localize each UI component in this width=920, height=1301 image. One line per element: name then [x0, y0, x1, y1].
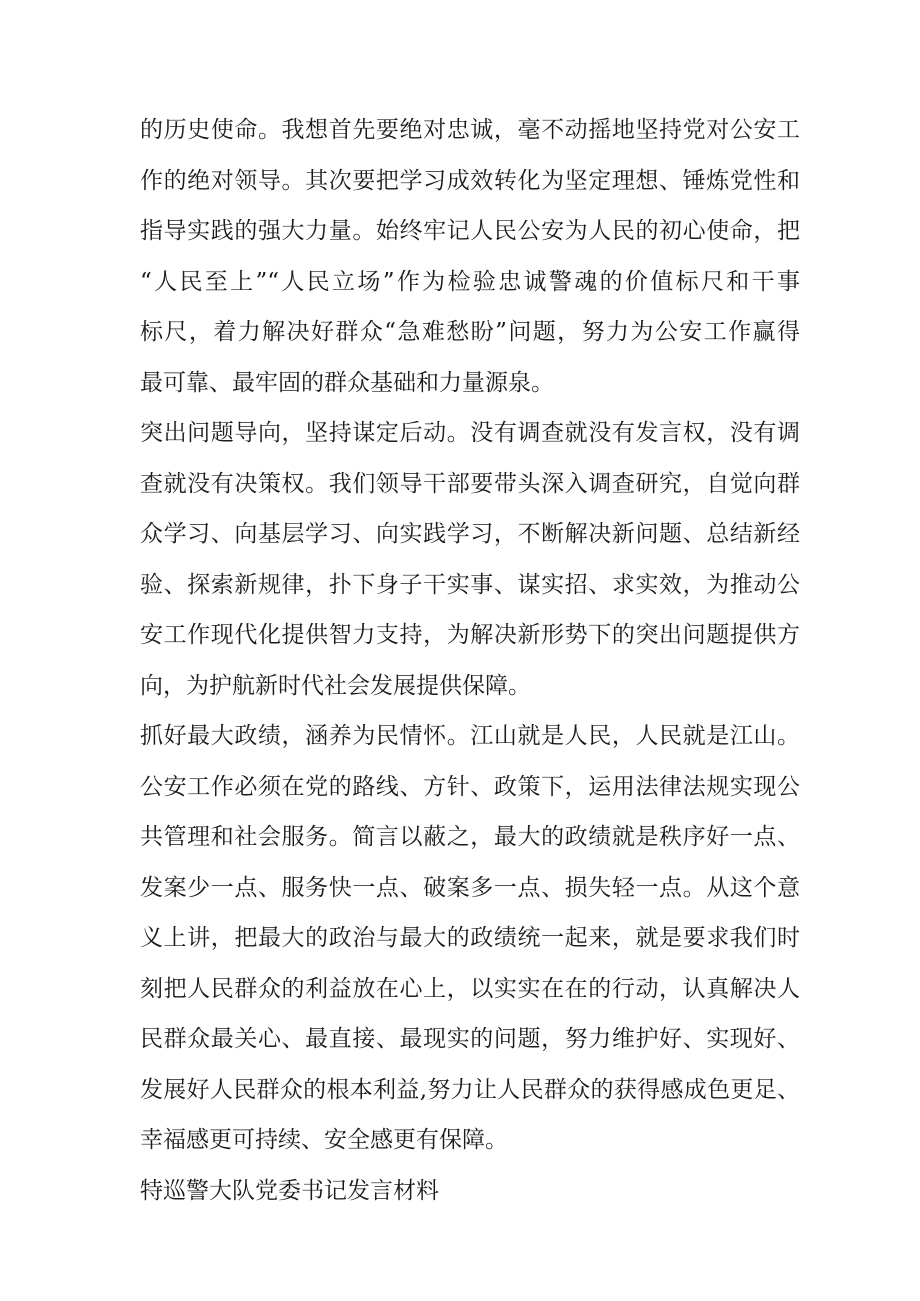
text-line: 公安工作必须在党的路线、方针、政策下，运用法律法规实现公	[140, 773, 800, 800]
document-body	[140, 105, 800, 1216]
text-line: “人民至上”“人民立场”作为检验忠诚警魂的价值标尺和干事	[140, 268, 800, 295]
text-line: 发展好人民群众的根本利益,努力让人民群众的获得感成色更足、	[140, 1076, 800, 1103]
text-line: 查就没有决策权。我们领导干部要带头深入调查研究，自觉向群	[140, 470, 800, 497]
text-line: 幸福感更可持续、安全感更有保障。	[140, 1127, 508, 1153]
text-line: 众学习、向基层学习、向实践学习，不断解决新问题、总结新经	[140, 521, 800, 547]
text-line: 共管理和社会服务。简言以蔽之，最大的政绩就是秩序好一点、	[140, 824, 800, 850]
text-line: 的历史使命。我想首先要绝对忠诚，毫不动摇地坚持党对公安工	[140, 117, 800, 143]
document-title-line: 特巡警大队党委书记发言材料	[140, 1177, 439, 1204]
text-line: 民群众最关心、最直接、最现实的问题，努力维护好、实现好、	[140, 1026, 800, 1052]
text-line: 验、探索新规律，扑下身子干实事、谋实招、求实效，为推动公	[140, 571, 800, 598]
text-line: 作的绝对领导。其次要把学习成效转化为坚定理想、锤炼党性和	[140, 167, 800, 194]
text-line: 标尺，着力解决好群众“急难愁盼”问题，努力为公安工作赢得	[140, 319, 800, 345]
text-line: 刻把人民群众的利益放在心上，以实实在在的行动，认真解决人	[140, 975, 800, 1002]
text-line: 最可靠、最牢固的群众基础和力量源泉。	[140, 369, 554, 396]
text-line: 义上讲，把最大的政治与最大的政绩统一起来，就是要求我们时	[140, 925, 800, 951]
text-line: 向，为护航新时代社会发展提供保障。	[140, 672, 531, 699]
text-line: 发案少一点、服务快一点、破案多一点、损失轻一点。从这个意	[140, 874, 800, 901]
text-line: 突出问题导向，坚持谋定后动。没有调查就没有发言权，没有调	[140, 420, 800, 446]
text-line: 指导实践的强大力量。始终牢记人民公安为人民的初心使命，把	[140, 218, 800, 244]
text-line: 安工作现代化提供智力支持，为解决新形势下的突出问题提供方	[140, 622, 800, 648]
text-line: 抓好最大政绩，涵养为民情怀。江山就是人民，人民就是江山。	[140, 723, 800, 749]
